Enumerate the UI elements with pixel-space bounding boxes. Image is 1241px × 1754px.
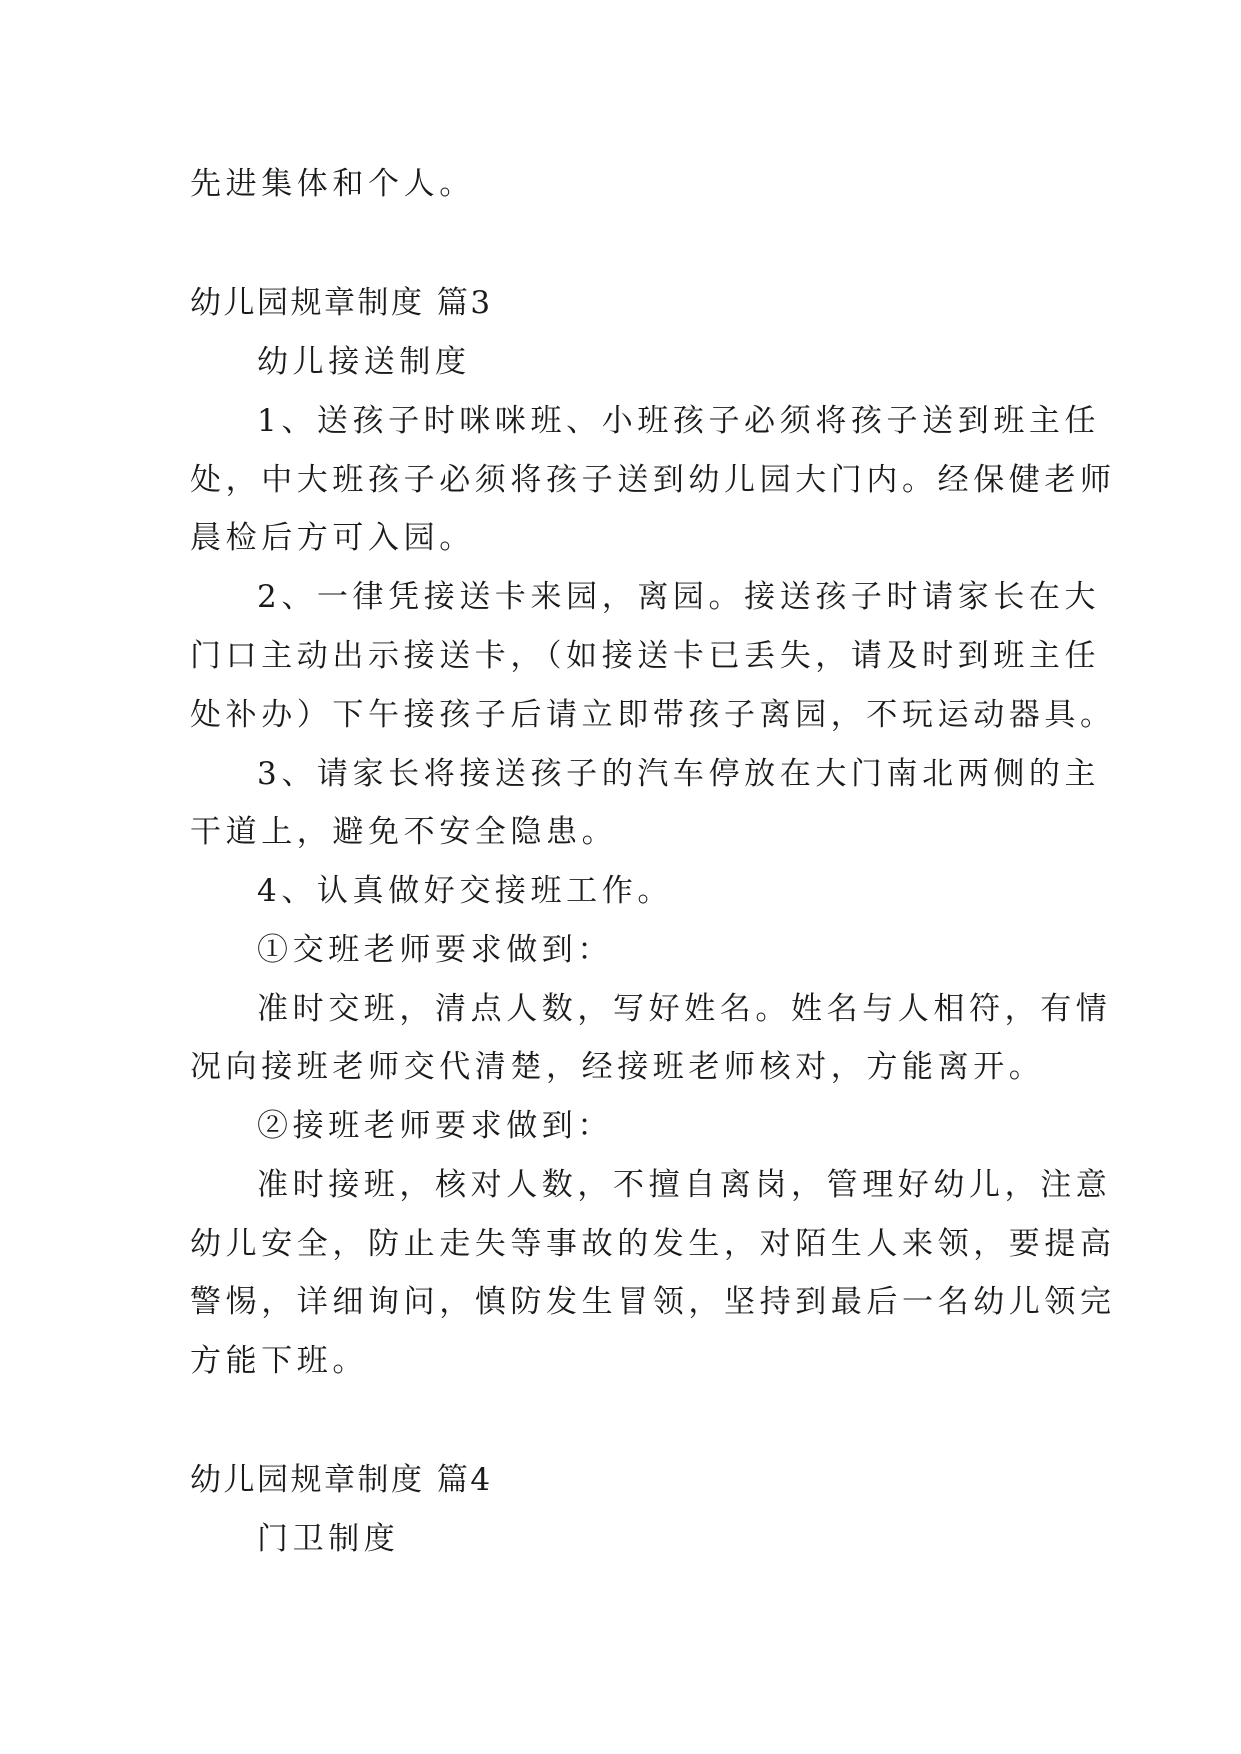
- paragraph-line: 先进集体和个人。: [190, 166, 475, 202]
- paragraph-line: 3、请家长将接送孩子的汽车停放在大门南北两侧的主: [257, 756, 1101, 792]
- paragraph-line: 准时交班，清点人数，写好姓名。姓名与人相符，有情: [257, 991, 1112, 1027]
- paragraph-line: 4、认真做好交接班工作。: [257, 873, 673, 909]
- paragraph-line: 方能下班。: [190, 1343, 368, 1379]
- paragraph-line: 处，中大班孩子必须将孩子送到幼儿园大门内。经保健老师: [190, 462, 1116, 498]
- section-subtitle: 幼儿接送制度: [257, 344, 471, 380]
- paragraph-line: 处补办）下午接孩子后请立即带孩子离园，不玩运动器具。: [190, 697, 1116, 733]
- paragraph-line: 准时接班，核对人数，不擅自离岗，管理好幼儿，注意: [257, 1167, 1112, 1203]
- section-subtitle: 门卫制度: [257, 1521, 400, 1557]
- paragraph-line: 1、送孩子时咪咪班、小班孩子必须将孩子送到班主任: [257, 403, 1101, 439]
- paragraph-line: ②接班老师要求做到：: [257, 1108, 613, 1144]
- paragraph-line: 晨检后方可入园。: [190, 520, 475, 556]
- paragraph-line: 况向接班老师交代清楚，经接班老师核对，方能离开。: [190, 1049, 1045, 1085]
- paragraph-line: ①交班老师要求做到：: [257, 932, 613, 968]
- paragraph-line: 2、一律凭接送卡来园，离园。接送孩子时请家长在大: [257, 579, 1101, 615]
- paragraph-line: 幼儿安全，防止走失等事故的发生，对陌生人来领，要提高: [190, 1226, 1116, 1262]
- paragraph-line: 干道上，避免不安全隐患。: [190, 814, 618, 850]
- paragraph-line: 警惕，详细询问，慎防发生冒领，坚持到最后一名幼儿领完: [190, 1284, 1116, 1320]
- section-heading-3: 幼儿园规章制度 篇3: [190, 285, 493, 321]
- section-heading-4: 幼儿园规章制度 篇4: [190, 1462, 493, 1498]
- paragraph-line: 门口主动出示接送卡，（如接送卡已丢失，请及时到班主任: [190, 638, 1101, 674]
